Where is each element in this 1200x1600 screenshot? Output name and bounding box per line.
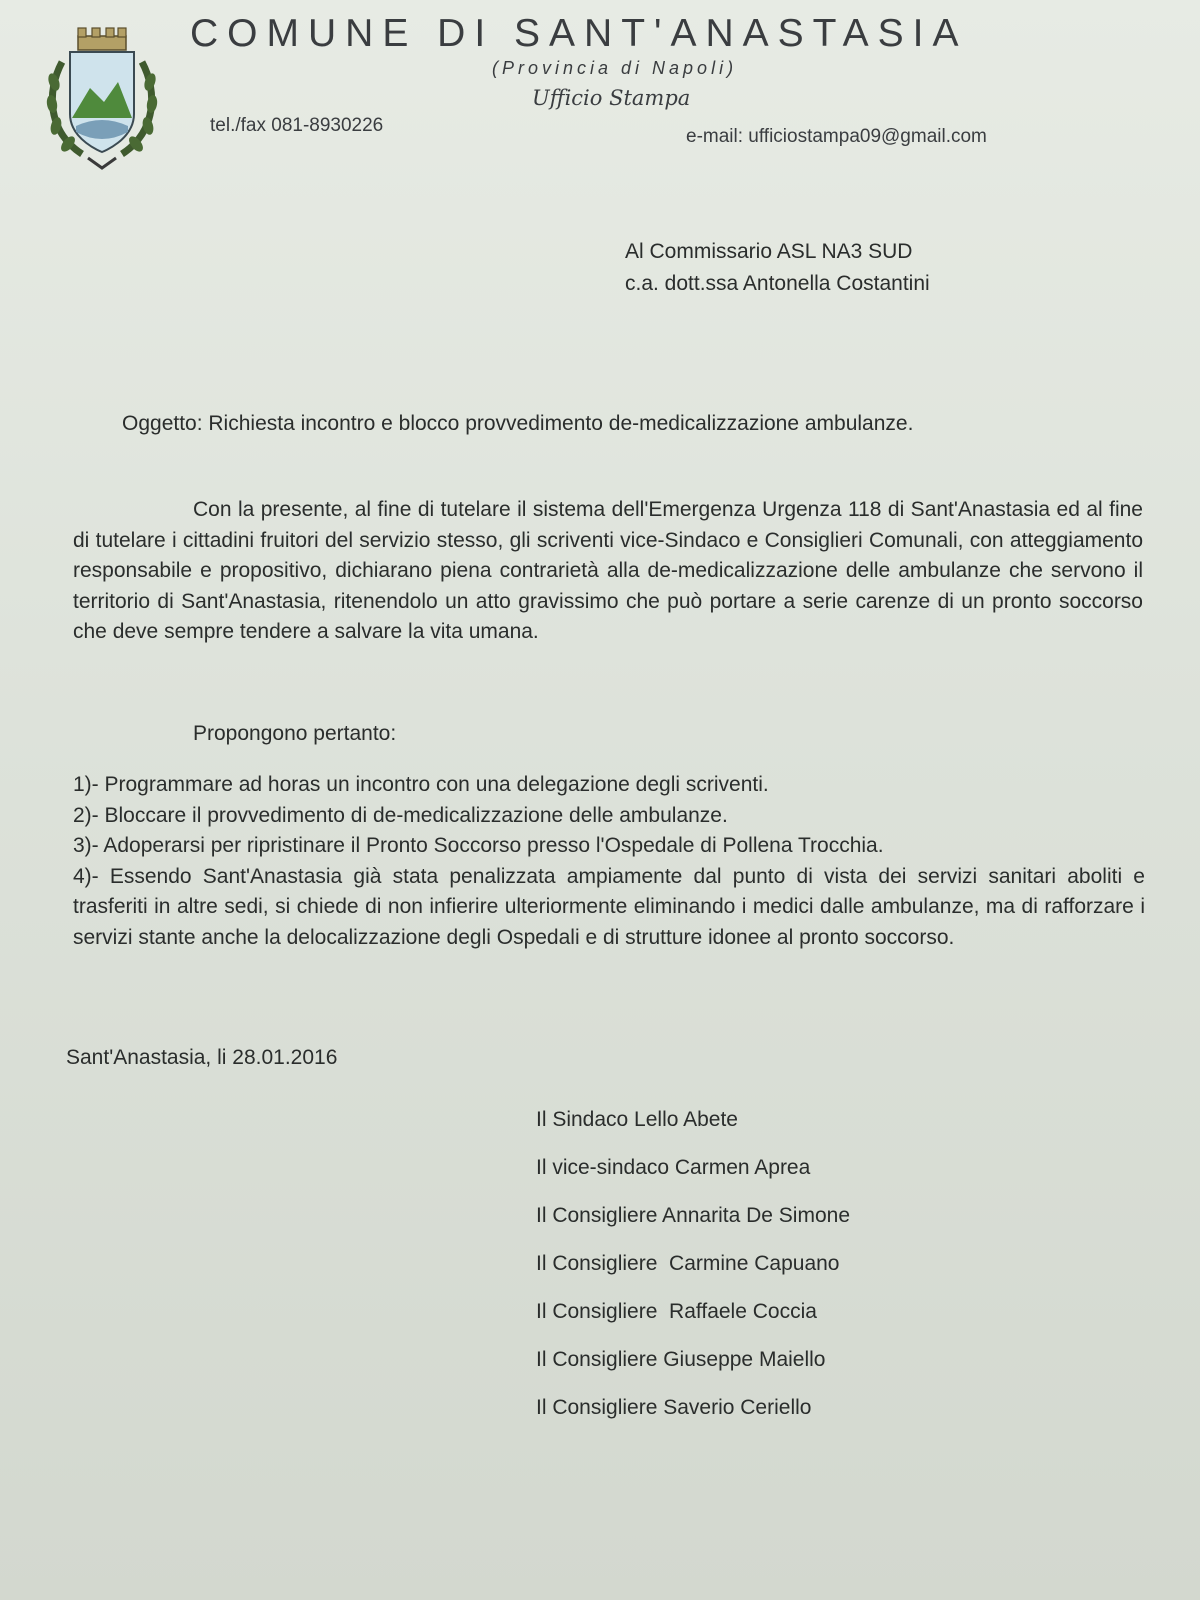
signatory: Il Consigliere Carmine Capuano bbox=[536, 1252, 840, 1275]
recipient-block bbox=[625, 236, 930, 300]
body-paragraph: Con la presente, al fine di tutelare il sistema dell'Emergenza Urgenza 118 di Sant'Anastasia ed al fine di tutelare i cittadini fruitori del servizio stesso, gli scriventi vice-Sindaco e Consiglieri Comunali, con atteggiamento responsabile e propositivo, dichiarano piena contrarietà alla de-medicalizzazione delle ambulanze che servono il territorio di Sant'Anastasia, ritenendolo un atto gravissimo che può portare a serie carenze di un pronto soccorso che deve sempre tendere a salvare la vita umana. bbox=[73, 498, 1143, 643]
signatory: Il Sindaco Lello Abete bbox=[536, 1108, 738, 1131]
proposals-list bbox=[73, 770, 1145, 953]
province-line: (Provincia di Napoli) bbox=[492, 58, 738, 78]
proposals-intro: Propongono pertanto: bbox=[193, 722, 397, 745]
list-item: 3)- Adoperarsi per ripristinare il Pronto Soccorso presso l'Ospedale di Pollena Trocchia. bbox=[73, 834, 884, 857]
list-item: 1)- Programmare ad horas un incontro con una delegazione degli scriventi. bbox=[73, 773, 769, 796]
email-address: e-mail: ufficiostampa09@gmail.com bbox=[686, 126, 987, 147]
signatory: Il Consigliere Saverio Ceriello bbox=[536, 1396, 812, 1419]
place-date-line: Sant'Anastasia, li 28.01.2016 bbox=[66, 1046, 338, 1069]
press-office-line: Ufficio Stampa bbox=[532, 86, 691, 110]
subject-line: Oggetto: Richiesta incontro e blocco provvedimento de-medicalizzazione ambulanze. bbox=[122, 412, 914, 435]
recipient-attention-line: c.a. dott.ssa Antonella Costantini bbox=[625, 272, 930, 295]
municipal-crest-icon bbox=[42, 22, 162, 172]
signatory: Il Consigliere Giuseppe Maiello bbox=[536, 1348, 826, 1371]
signatory: Il Consigliere Annarita De Simone bbox=[536, 1204, 850, 1227]
signatory: Il vice-sindaco Carmen Aprea bbox=[536, 1156, 811, 1179]
recipient-line: Al Commissario ASL NA3 SUD bbox=[625, 240, 913, 263]
signatory: Il Consigliere Raffaele Coccia bbox=[536, 1300, 817, 1323]
list-item: 2)- Bloccare il provvedimento di de-medicalizzazione delle ambulanze. bbox=[73, 803, 728, 827]
phone-fax: tel./fax 081-8930226 bbox=[210, 115, 384, 136]
municipality-title: COMUNE DI SANT'ANASTASIA bbox=[190, 12, 968, 55]
signatories-list bbox=[536, 1096, 850, 1432]
list-item: 4)- Essendo Sant'Anastasia già stata penalizzata ampiamente dal punto di vista dei servizi sanitari aboliti e trasferiti in altre sedi, si chiede di non infierire ulteriormente eliminando i medici dalle ambulanze, ma di rafforzare i servizi stante anche la delocalizzazione degli Ospedali e di strutture idonee al pronto soccorso. bbox=[73, 864, 1145, 949]
